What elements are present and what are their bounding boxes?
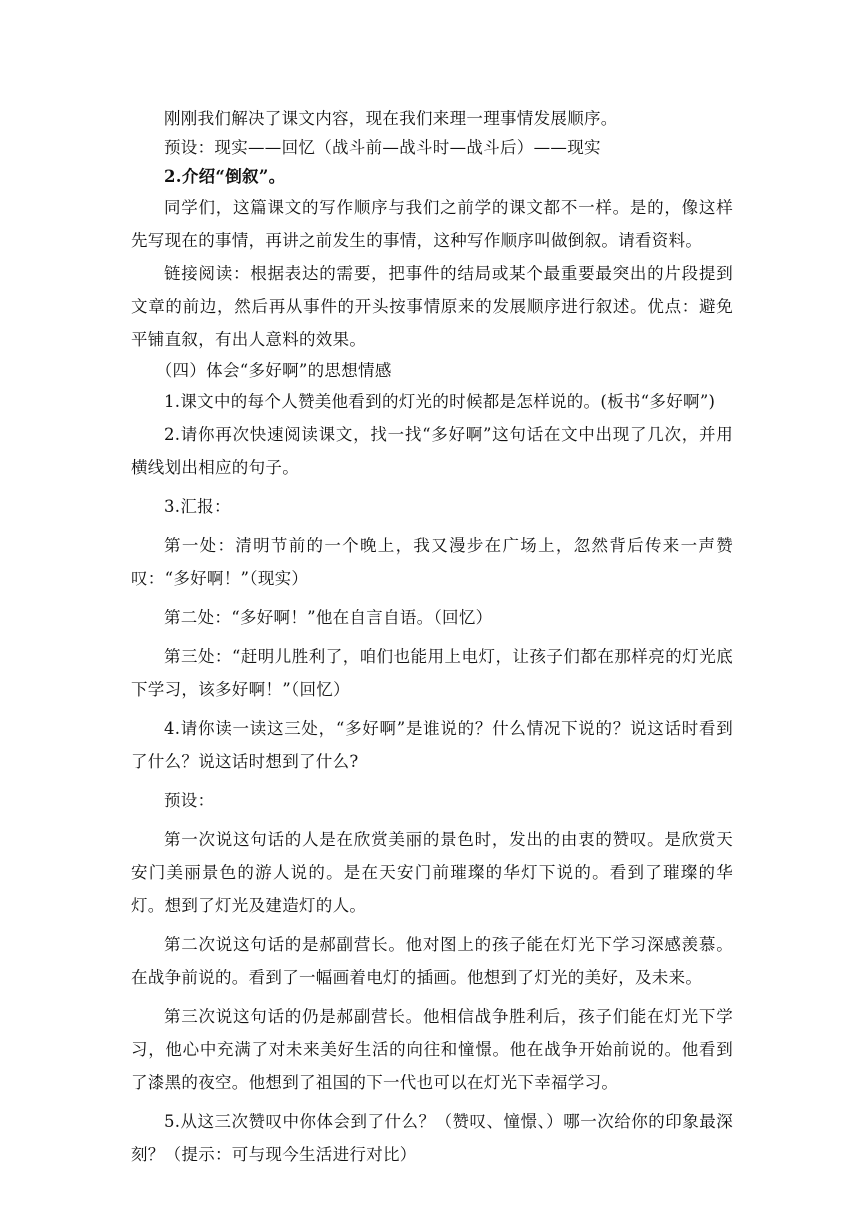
paragraph-linked-reading: 链接阅读：根据表达的需要，把事件的结局或某个最重要最突出的片段提到文章的前边，然后再从事件的开头按事情原来的发展顺序进行叙述。优点：避免平铺直叙，有出人意料的效果。 bbox=[131, 264, 733, 349]
paragraph-q5: 5.从这三次赞叹中你体会到了什么？（赞叹、憧憬、）哪一次给你的印象最深刻？（提示：可与现今生活进行对比） bbox=[131, 1112, 733, 1164]
paragraph-q4: 4.请你读一读这三处，“多好啊”是谁说的？什么情况下说的？说这话时看到了什么？说这话时想到了什么? bbox=[131, 719, 733, 771]
paragraph-first-time: 第一次说这句话的人是在欣赏美丽的景色时，发出的由衷的赞叹。是欣赏天安门美丽景色的游人说的。是在天安门前璀璨的华灯下说的。看到了璀璨的华灯。想到了灯光及建造灯的人。 bbox=[131, 830, 733, 915]
paragraph-intro: 刚刚我们解决了课文内容，现在我们来理一理事情发展顺序。 bbox=[164, 109, 618, 128]
paragraph-flashback-heading: 2.介绍“倒叙”。 bbox=[164, 167, 286, 186]
paragraph-third-place: 第三处：“赶明儿胜利了，咱们也能用上电灯，让孩子们都在那样亮的灯光底下学习，该多好啊！”（回忆） bbox=[131, 647, 733, 699]
paragraph-first-place: 第一处：清明节前的一个晚上，我又漫步在广场上，忽然背后传来一声赞叹：“多好啊！”（现实） bbox=[131, 536, 733, 588]
paragraph-q3-report: 3.汇报： bbox=[164, 497, 231, 516]
paragraph-q1: 1.课文中的每个人赞美他看到的灯光的时候都是怎样说的。(板书“多好啊”) bbox=[164, 392, 716, 411]
paragraph-second-place: 第二处：“多好啊！”他在自言自语。（回忆） bbox=[164, 608, 493, 627]
paragraph-second-time: 第二次说这句话的是郝副营长。他对图上的孩子能在灯光下学习深感羡慕。在战争前说的。看到了一幅画着电灯的插画。他想到了灯光的美好，及未来。 bbox=[131, 935, 733, 987]
paragraph-preset-order: 预设：现实——回忆（战斗前—战斗时—战斗后）——现实 bbox=[164, 138, 601, 157]
section-heading-four: （四）体会“多好啊”的思想情感 bbox=[155, 361, 392, 380]
document-page bbox=[131, 104, 733, 1171]
paragraph-q2: 2.请你再次快速阅读课文，找一找“多好啊”这句话在文中出现了几次，并用横线划出相应的句子。 bbox=[131, 425, 733, 477]
paragraph-flashback-explain: 同学们，这篇课文的写作顺序与我们之前学的课文都不一样。是的，像这样先写现在的事情，再讲之前发生的事情，这种写作顺序叫做倒叙。请看资料。 bbox=[131, 198, 733, 250]
paragraph-third-time: 第三次说这句话的仍是郝副营长。他相信战争胜利后，孩子们能在灯光下学习，他心中充满了对未来美好生活的向往和憧憬。他在战争开始前说的。他看到了漆黑的夜空。他想到了祖国的下一代也可以在灯光下幸福学习。 bbox=[131, 1007, 733, 1092]
paragraph-preset-label: 预设： bbox=[164, 791, 215, 810]
